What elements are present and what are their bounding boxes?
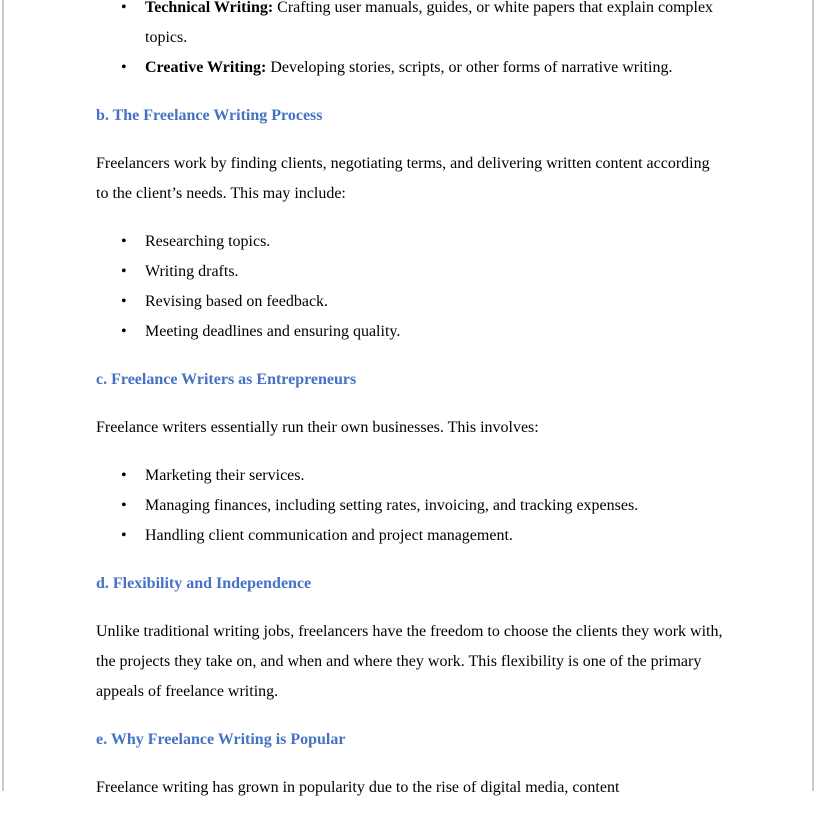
bullet-icon: • — [121, 323, 127, 340]
list-item — [96, 461, 726, 491]
freelance-process-list — [96, 227, 726, 347]
list-item-text: Meeting deadlines and ensuring quality. — [145, 323, 401, 340]
list-item — [96, 317, 726, 347]
bullet-icon: • — [121, 59, 127, 76]
bullet-icon: • — [121, 263, 127, 280]
bullet-icon: • — [121, 233, 127, 250]
list-item — [96, 491, 726, 521]
section-heading-b: b. The Freelance Writing Process — [96, 107, 323, 124]
list-item-text: Handling client communication and project management. — [145, 527, 513, 544]
list-item — [96, 227, 726, 257]
list-item — [96, 257, 726, 287]
document-content — [96, 0, 726, 821]
bullet-icon: • — [121, 0, 127, 16]
list-item — [96, 53, 726, 83]
section-heading-d: d. Flexibility and Independence — [96, 575, 312, 592]
list-item-text: Marketing their services. — [145, 467, 305, 484]
section-paragraph-c: Freelance writers essentially run their own businesses. This involves: — [96, 419, 539, 436]
bullet-icon: • — [121, 497, 127, 514]
page-edge-left — [2, 0, 4, 791]
section-paragraph-e: Freelance writing has grown in popularity due to the rise of digital media, content — [96, 779, 620, 796]
section-paragraph-d: Unlike traditional writing jobs, freelancers have the freedom to choose the clients they work with, the projects they take on, and when and where they work. This flexibility is one of the primary appeals of freelance writing. — [96, 623, 723, 700]
bullet-icon: • — [121, 293, 127, 310]
entrepreneur-tasks-list — [96, 461, 726, 551]
bullet-icon: • — [121, 527, 127, 544]
section-heading-c: c. Freelance Writers as Entrepreneurs — [96, 371, 357, 388]
list-item-text: Writing drafts. — [145, 263, 239, 280]
list-item-term: Technical Writing: — [145, 0, 274, 16]
page-edge-right — [812, 0, 814, 791]
list-item-text: Crafting user manuals, guides, or white papers that explain complex topics. — [145, 0, 714, 46]
list-item-text: Developing stories, scripts, or other forms of narrative writing. — [266, 59, 673, 76]
list-item — [96, 287, 726, 317]
list-item-text: Revising based on feedback. — [145, 293, 329, 310]
list-item — [96, 521, 726, 551]
section-paragraph-b: Freelancers work by finding clients, negotiating terms, and delivering written content according to the client’s needs. This may include: — [96, 155, 710, 202]
list-item-term: Creative Writing: — [145, 59, 267, 76]
list-item — [96, 0, 726, 53]
section-heading-e: e. Why Freelance Writing is Popular — [96, 731, 346, 748]
bullet-icon: • — [121, 467, 127, 484]
list-item-text: Researching topics. — [145, 233, 271, 250]
writing-types-list — [96, 0, 726, 83]
list-item-text: Managing finances, including setting rates, invoicing, and tracking expenses. — [145, 497, 639, 514]
